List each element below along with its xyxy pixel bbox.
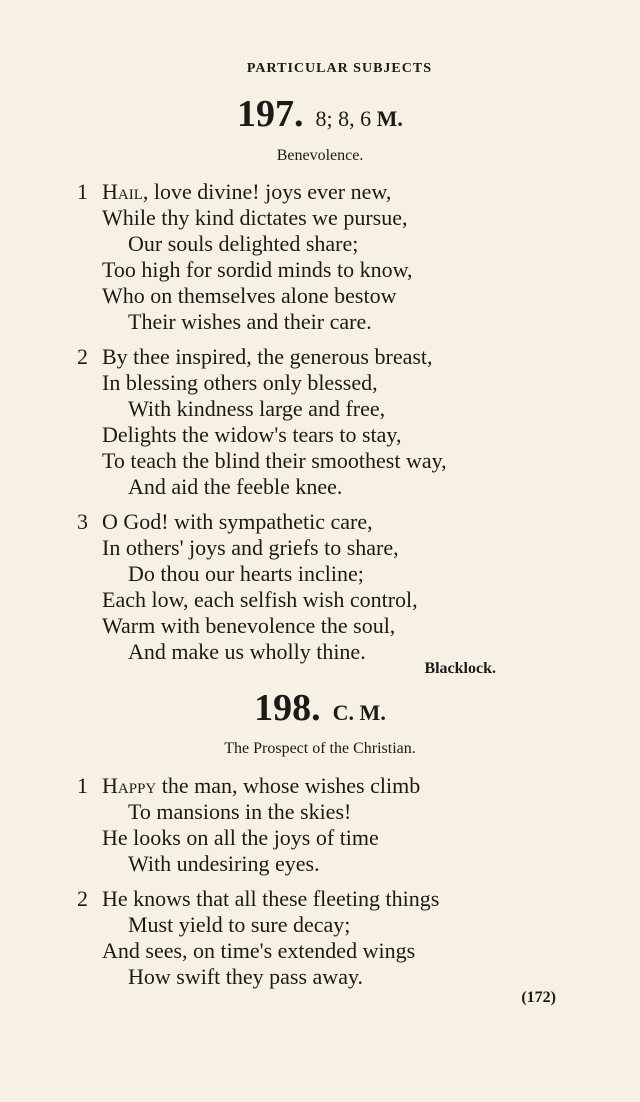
- hymn-line: How swift they pass away.: [128, 964, 364, 989]
- hymn-meter: 8; 8, 6 M.: [315, 106, 403, 131]
- hymn-line: Their wishes and their care.: [128, 309, 372, 334]
- hymn-line: In others' joys and griefs to share,: [102, 535, 399, 560]
- page-number: (172): [521, 989, 556, 1006]
- hymn-line: Do thou our hearts incline;: [128, 561, 364, 586]
- hymn-line: To teach the blind their smoothest way,: [102, 448, 447, 473]
- hymn-number: 197.: [237, 93, 304, 135]
- hymn-line: Happy the man, whose wishes climb: [102, 773, 421, 798]
- hymn-line: Our souls delighted share;: [128, 231, 359, 256]
- hymn-198-title: [0, 686, 640, 730]
- hymn-number: 198.: [254, 687, 321, 729]
- hymn-line: He looks on all the joys of time: [102, 825, 379, 850]
- hymn-meter: C. M.: [332, 700, 386, 725]
- hymn-line: By thee inspired, the generous breast,: [102, 344, 433, 369]
- hymn-line: In blessing others only blessed,: [102, 370, 378, 395]
- hymn-line: Each low, each selfish wish control,: [102, 587, 418, 612]
- hymn-line: Hail, love divine! joys ever new,: [102, 179, 392, 204]
- hymn-subject: The Prospect of the Christian.: [224, 740, 416, 757]
- hymn-line: Must yield to sure decay;: [128, 912, 351, 937]
- verse-number: 1: [77, 773, 88, 798]
- verse-number: 1: [77, 179, 88, 204]
- hymn-line: Delights the widow's tears to stay,: [102, 422, 402, 447]
- hymn-line: To mansions in the skies!: [128, 799, 352, 824]
- hymn-line: Who on themselves alone bestow: [102, 283, 397, 308]
- header-text: PARTICULAR SUBJECTS: [246, 61, 432, 76]
- hymn-line: He knows that all these fleeting things: [102, 886, 440, 911]
- hymn-line: While thy kind dictates we pursue,: [102, 205, 408, 230]
- hymn-line: Warm with benevolence the soul,: [102, 613, 396, 638]
- verse-number: 3: [77, 509, 88, 534]
- hymn-line: With undesiring eyes.: [128, 851, 320, 876]
- hymn-line: O God! with sympathetic care,: [102, 509, 373, 534]
- verse-number: 2: [77, 344, 88, 369]
- hymn-197-title: [0, 92, 640, 136]
- hymn-author: Blacklock.: [424, 660, 496, 677]
- hymn-line: Too high for sordid minds to know,: [102, 257, 413, 282]
- hymn-line: And aid the feeble knee.: [128, 474, 343, 499]
- hymn-line: With kindness large and free,: [128, 396, 386, 421]
- hymn-line: And sees, on time's extended wings: [102, 938, 416, 963]
- hymn-line: And make us wholly thine.: [128, 639, 366, 664]
- hymn-subject: Benevolence.: [276, 147, 364, 164]
- verse-number: 2: [77, 886, 88, 911]
